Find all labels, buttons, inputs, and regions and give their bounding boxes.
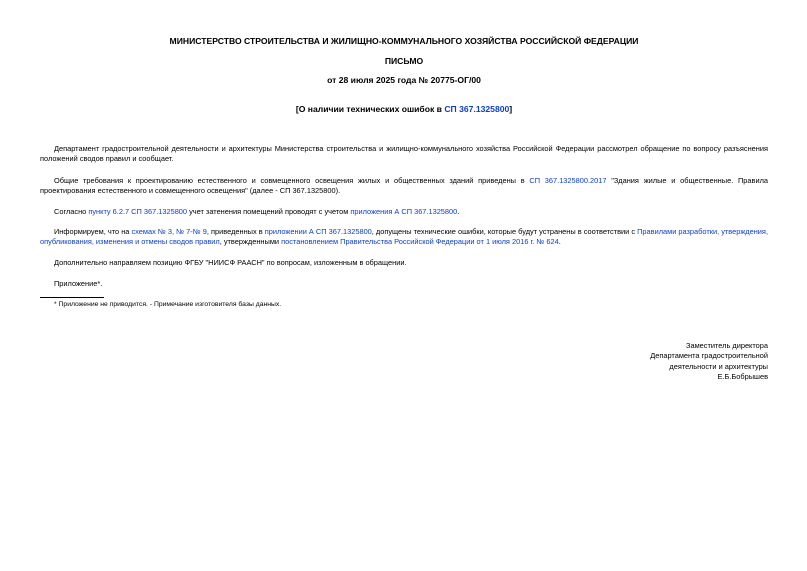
paragraph-errors	[40, 227, 768, 248]
p4-text-b: , приведенных в	[206, 227, 265, 236]
signature-position: Заместитель директора	[686, 341, 768, 350]
clause-627-link[interactable]: пункту 6.2.7 СП 367.1325800	[88, 207, 188, 216]
resolution-624-link[interactable]: постановлением Правительства Российской Федерации от 1 июля 2016 г. № 624	[281, 237, 559, 247]
signature-name: Е.Б.Бобрышев	[717, 371, 768, 381]
p2-text-b: "Здания жилые и общественные. Правила проектирования естественного и совмещенного освещения" (далее - СП 367.1325800).	[40, 176, 769, 196]
paragraph-additional: Дополнительно направляем позицию ФГБУ "НИИСФ РААСН" по вопросам, изложенным в обращении.	[54, 258, 407, 267]
p2-text-a: Общие требования к проектированию естественного и совмещенного освещения жилых и общественных зданий приведены в	[54, 176, 530, 185]
p3-text-a: Согласно	[54, 207, 89, 216]
p4-text-a: Информируем, что на	[54, 227, 132, 236]
rules-link[interactable]: Правилами разработки, утверждения, опубликования, изменения и отмены сводов правил	[40, 227, 768, 247]
p3-text-b: учет затенения помещений проводят с учетом	[187, 207, 351, 216]
paragraph-general-requirements	[40, 176, 768, 197]
p3-text-c: .	[457, 207, 460, 216]
schemes-link[interactable]: схемах № 3, № 7-№ 9	[131, 227, 207, 236]
title-sp-link[interactable]: СП 367.1325800	[444, 104, 510, 114]
appendix-a-errors-link[interactable]: приложении А СП 367.1325800	[264, 227, 372, 236]
paragraph-intro: Департамент градостроительной деятельности и архитектуры Министерства строительства и жилищно-коммунального хозяйства Российской Федерации рассмотрел обращение по вопросу разъяснения положений сводов правил и сообщает.	[40, 144, 768, 164]
signature-block	[650, 341, 768, 382]
footnote-divider	[40, 297, 104, 298]
p4-text-c: , допущены технические ошибки, которые будут устранены в соответствии с	[371, 227, 638, 236]
footnote: * Приложение не приводится. - Примечание изготовителя базы данных.	[54, 301, 282, 308]
issuing-organization: МИНИСТЕРСТВО СТРОИТЕЛЬСТВА И ЖИЛИЩНО-КОММУНАЛЬНОГО ХОЗЯЙСТВА РОССИЙСКОЙ ФЕДЕРАЦИИ	[169, 36, 639, 46]
appendix-a-link[interactable]: приложения А СП 367.1325800	[350, 207, 458, 216]
signature-department: Департамента градостроительной	[650, 351, 768, 361]
attachment-note: Приложение*.	[54, 279, 103, 288]
sp-2017-link[interactable]: СП 367.1325800.2017	[529, 176, 607, 185]
p4-text-e: .	[558, 237, 561, 247]
document-date-number: от 28 июля 2025 года № 20775-ОГ/00	[327, 75, 481, 85]
document-type: ПИСЬМО	[384, 56, 424, 66]
paragraph-shading	[40, 207, 768, 217]
title-suffix: ]	[509, 104, 513, 114]
p4-text-d: , утвержденными	[219, 237, 282, 247]
document-title	[40, 104, 768, 115]
title-prefix: [О наличии технических ошибок в	[295, 104, 445, 114]
signature-department-cont: деятельности и архитектуры	[669, 361, 768, 371]
